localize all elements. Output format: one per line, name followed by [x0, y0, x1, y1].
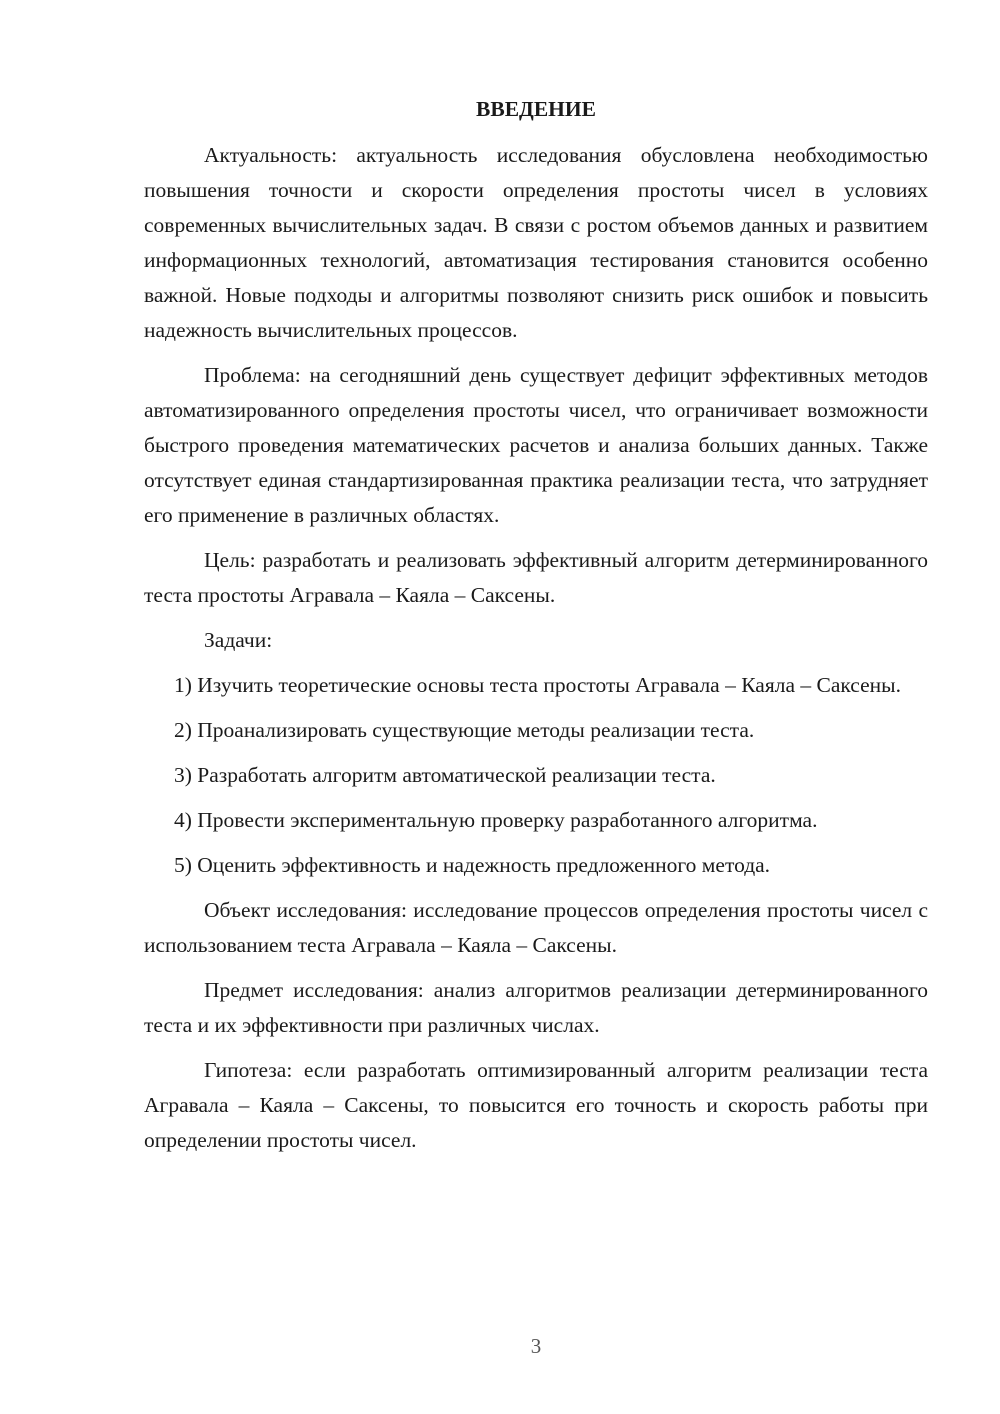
task-item-2: 2) Проанализировать существующие методы реализации теста.: [174, 718, 755, 742]
page-number-footer: [0, 1332, 1000, 1360]
tasks-label: Задачи:: [204, 628, 273, 652]
task-item-5: 5) Оценить эффективность и надежность предложенного метода.: [174, 853, 771, 877]
paragraph-object: Объект исследования: исследование процессов определения простоты чисел с использованием теста Агравала – Каяла – Саксены.: [144, 898, 928, 957]
paragraph-hypothesis: Гипотеза: если разработать оптимизированный алгоритм реализации теста Агравала – Каяла – Саксены, то повысится его точность и скорость работы при определении простоты чисел.: [144, 1058, 928, 1152]
document-page: [144, 92, 928, 1168]
task-item-1: 1) Изучить теоретические основы теста простоты Агравала – Каяла – Саксены.: [174, 673, 901, 697]
task-item-3: 3) Разработать алгоритм автоматической реализации теста.: [174, 763, 716, 787]
section-heading: ВВЕДЕНИЕ: [476, 97, 596, 121]
paragraph-problem: Проблема: на сегодняшний день существует дефицит эффективных методов автоматизированного определения простоты чисел, что ограничивает возможности быстрого проведения математических расчетов и анализа больших данных. Также отсутствует единая стандартизированная практика реализации теста, что затрудняет его применение в различных областях.: [144, 363, 928, 527]
paragraph-relevance: Актуальность: актуальность исследования обусловлена необходимостью повышения точности и скорости определения простоты чисел в условиях современных вычислительных задач. В связи с ростом объемов данных и развитием информационных технологий, автоматизация тестирования становится особенно важной. Новые подходы и алгоритмы позволяют снизить риск ошибок и повысить надежность вычислительных процессов.: [144, 143, 928, 342]
paragraph-goal: Цель: разработать и реализовать эффективный алгоритм детерминированного теста простоты Агравала – Каяла – Саксены.: [144, 548, 928, 607]
page-number: 3: [530, 1334, 542, 1358]
paragraph-subject: Предмет исследования: анализ алгоритмов реализации детерминированного теста и их эффективности при различных числах.: [144, 978, 928, 1037]
task-item-4: 4) Провести экспериментальную проверку разработанного алгоритма.: [174, 808, 818, 832]
